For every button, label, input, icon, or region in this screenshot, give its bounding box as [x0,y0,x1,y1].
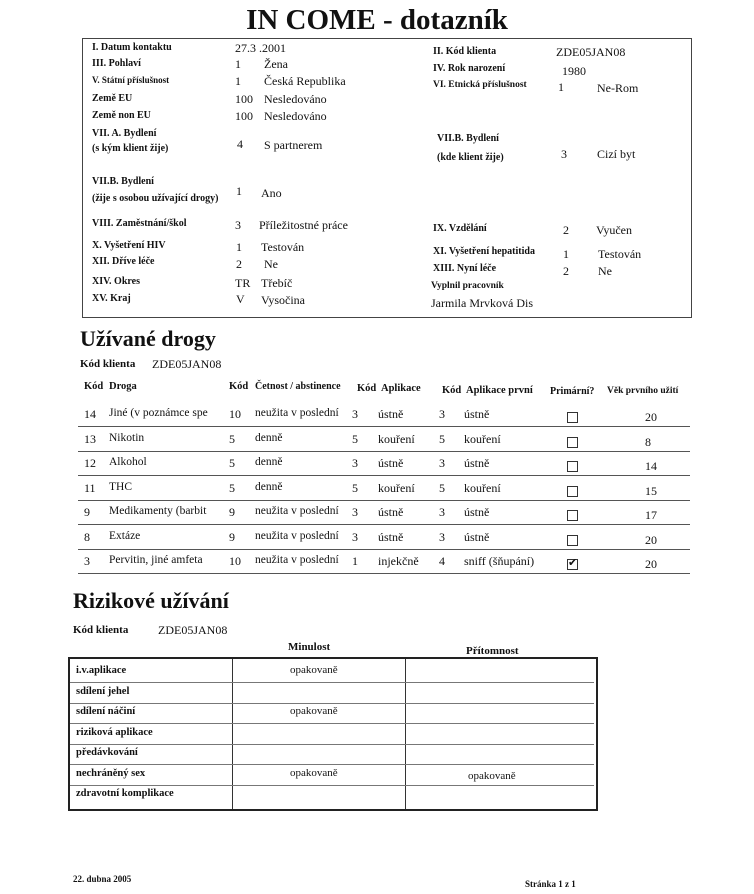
drugs-client-label: Kód klienta [80,358,136,370]
field-code: 1 [236,184,242,198]
drug-row-frequency: neužita v poslední [255,529,339,542]
row-divider [78,500,690,501]
row-divider [70,723,594,724]
drug-row-application: kouření [378,431,415,446]
field-label: VII.B. Bydlení [437,133,499,144]
field-value: Třebíč [261,276,293,290]
field-code: V [236,292,245,306]
drug-row-app-code: 3 [352,456,358,470]
drug-row-app-code: 5 [352,431,358,446]
drug-row-code: 14 [84,407,96,421]
field-code: 1 [563,247,569,261]
col-header: Aplikace první [466,385,533,396]
field-code: 1 [236,240,242,254]
drug-row-first-code: 5 [439,431,445,446]
drug-row-freq-code: 9 [229,505,235,519]
row-divider [78,451,690,452]
drug-row-first-application: ústně [464,407,490,421]
drug-row-code: 12 [84,456,96,470]
risk-row-past: opakovaně [290,705,338,717]
drug-row-first-application: ústně [464,456,490,470]
row-divider [78,524,690,525]
field-value: 1980 [562,64,586,78]
drug-row-code: 11 [84,480,96,495]
col-header: Kód [357,383,377,394]
drug-row-application: ústně [378,456,404,470]
row-divider [70,703,594,704]
field-value: Ne [264,257,278,271]
risk-row-present: opakovaně [468,769,516,782]
drug-row-first-age: 20 [645,532,657,547]
drug-row-first-application: ústně [464,505,490,519]
field-value: Testován [261,240,305,254]
drugs-heading: Užívané drogy [80,326,216,351]
drug-row-first-code: 3 [439,407,445,421]
field-label-sub: (žije s osobou užívající drogy) [92,193,219,204]
primary-checkbox[interactable] [567,510,578,521]
drug-row-freq-code: 5 [229,456,235,470]
field-label: X. Vyšetření HIV [92,240,166,251]
risk-row-past: opakovaně [290,664,338,676]
field-value: Jarmila Mrvková Dis [431,296,533,310]
col-header-past: Minulost [288,641,331,653]
field-value: ZDE05JAN08 [556,45,626,59]
col-header-present: Přítomnost [466,645,519,657]
drug-row-frequency: neužita v poslední [255,505,339,517]
field-label: IV. Rok narození [433,63,506,74]
field-value: Ne [598,264,612,278]
drug-row-name: Pervitin, jiné amfeta [109,554,203,566]
drug-row-freq-code: 10 [229,554,241,568]
field-code: TR [235,276,251,290]
drug-row-first-age: 17 [645,508,657,522]
drug-row-first-code: 3 [439,529,445,544]
risk-client-code: ZDE05JAN08 [158,623,228,637]
drug-row-first-code: 3 [439,456,445,470]
field-value: Ano [261,186,282,200]
row-divider [70,682,594,683]
field-label: XIII. Nyní léče [433,263,497,274]
field-value: Testován [598,247,642,261]
risk-row-label: sdílení jehel [76,685,130,697]
drug-row-name: THC [109,480,132,493]
drug-row-first-age: 20 [645,410,657,424]
drug-row-application: injekčně [378,554,419,568]
row-divider [78,426,690,427]
drug-row-frequency: denně [255,480,283,493]
row-divider [78,549,690,550]
risk-row-label: nechráněný sex [76,767,146,779]
drug-row-name: Jiné (v poznámce spe [109,407,208,419]
col-header: Primární? [550,386,595,397]
field-label: XV. Kraj [92,293,131,304]
risk-row-label: zdravotní komplikace [76,788,174,799]
col-header: Kód [442,385,462,396]
field-code: 3 [561,147,567,161]
field-label-sub: (s kým klient žije) [92,143,169,154]
drug-row-first-age: 15 [645,483,657,498]
field-value: Příležitostné práce [259,218,348,232]
row-divider [70,785,594,786]
drug-row-freq-code: 10 [229,407,241,421]
drug-row-frequency: neužita v poslední [255,554,339,566]
drug-row-freq-code: 5 [229,431,235,446]
field-value: Česká Republika [264,74,346,88]
risk-row-label: předávkování [76,747,138,758]
col-header: Droga [109,381,137,392]
field-value: Nesledováno [264,92,327,106]
field-code: 1 [235,57,241,71]
drug-row-app-code: 3 [352,505,358,519]
risk-row-past: opakovaně [290,766,338,779]
drugs-client-code: ZDE05JAN08 [152,357,222,371]
drug-row-first-application: sniff (šňupání) [464,554,535,568]
row-divider [78,573,690,574]
field-label-sub: (kde klient žije) [437,152,504,163]
drug-row-code: 13 [84,431,96,446]
primary-checkbox[interactable] [567,461,578,472]
field-value: Ne-Rom [597,81,639,95]
field-code: 1 [235,74,241,88]
field-label: VII. A. Bydlení [92,128,157,139]
field-label: Vyplnil pracovník [431,281,504,291]
drug-row-name: Extáze [109,529,141,542]
col-header: Kód [84,381,104,392]
drug-row-freq-code: 5 [229,480,235,495]
risk-row-label: riziková aplikace [76,726,153,738]
drug-row-name: Alkohol [109,456,147,468]
primary-checkbox[interactable] [567,437,578,448]
field-value: Vysočina [261,293,305,307]
drug-row-frequency: denně [255,456,283,468]
drug-row-first-application: kouření [464,480,501,495]
field-label: Země non EU [92,110,151,121]
drug-row-app-code: 3 [352,529,358,544]
drug-row-app-code: 1 [352,554,358,568]
drug-row-first-code: 5 [439,480,445,495]
field-label: III. Pohlaví [92,58,141,69]
drug-row-application: ústně [378,407,404,421]
drug-row-frequency: neužita v poslední [255,407,339,419]
field-value: S partnerem [264,138,323,152]
drug-row-app-code: 3 [352,407,358,421]
drug-row-code: 8 [84,529,90,544]
field-code: 100 [235,109,253,123]
drug-row-application: ústně [378,505,404,519]
field-code: 1 [558,80,564,94]
field-code: 4 [237,137,243,151]
field-code: 2 [563,223,569,237]
row-divider [70,744,594,745]
footer-date: 22. dubna 2005 [73,874,132,884]
field-label: VI. Etnická příslušnost [433,80,527,90]
field-value: Žena [264,57,288,71]
drug-row-name: Nikotin [109,431,145,444]
field-value: Cizí byt [597,147,636,161]
field-code: 3 [235,218,241,232]
drug-row-code: 3 [84,554,90,568]
field-label: IX. Vzdělání [433,223,487,234]
field-value: Nesledováno [264,109,327,123]
col-header: Aplikace [381,383,421,394]
drug-row-name: Medikamenty (barbit [109,505,207,517]
drug-row-first-application: ústně [464,529,490,544]
field-label: V. Státní příslušnost [92,75,170,85]
field-label: XIV. Okres [92,276,140,287]
page-title: IN COME - dotazník [246,4,508,36]
field-label: Země EU [92,93,133,104]
risk-heading: Rizikové užívání [73,588,229,613]
field-label: II. Kód klienta [433,46,497,57]
drug-row-app-code: 5 [352,480,358,495]
col-header: Četnost / abstinence [255,381,341,392]
field-label: XII. Dříve léče [92,256,155,267]
risk-row-label: i.v.aplikace [76,665,127,676]
field-code: 100 [235,92,253,106]
primary-checkbox[interactable] [567,486,578,497]
drug-row-freq-code: 9 [229,529,235,544]
drug-row-frequency: denně [255,431,283,444]
drug-row-application: ústně [378,529,404,544]
risk-client-label: Kód klienta [73,624,129,636]
drug-row-first-code: 3 [439,505,445,519]
drug-row-code: 9 [84,505,90,519]
drug-row-first-age: 20 [645,557,657,571]
col-header: Věk prvního užití [607,386,679,396]
field-value: Vyučen [596,223,632,237]
col-header: Kód [229,381,249,392]
drug-row-application: kouření [378,480,415,495]
drug-row-first-application: kouření [464,431,501,446]
drug-row-first-age: 8 [645,434,651,449]
primary-checkbox[interactable] [567,559,578,570]
field-label: I. Datum kontaktu [92,42,172,53]
field-label: VIII. Zaměstnání/škol [92,218,187,229]
field-code: 2 [236,257,242,271]
drug-row-first-code: 4 [439,554,445,568]
field-code: 27.3 [235,41,256,55]
risk-row-label: sdílení náčiní [76,706,136,717]
field-label: VII.B. Bydlení [92,176,154,187]
field-label: XI. Vyšetření hepatitida [433,246,535,257]
drug-row-first-age: 14 [645,459,657,473]
primary-checkbox[interactable] [567,412,578,423]
field-code: 2 [563,264,569,278]
field-value: .2001 [259,41,286,55]
footer-page-number: Stránka 1 z 1 [525,879,576,889]
row-divider [70,764,594,765]
primary-checkbox[interactable] [567,535,578,546]
row-divider [78,475,690,476]
